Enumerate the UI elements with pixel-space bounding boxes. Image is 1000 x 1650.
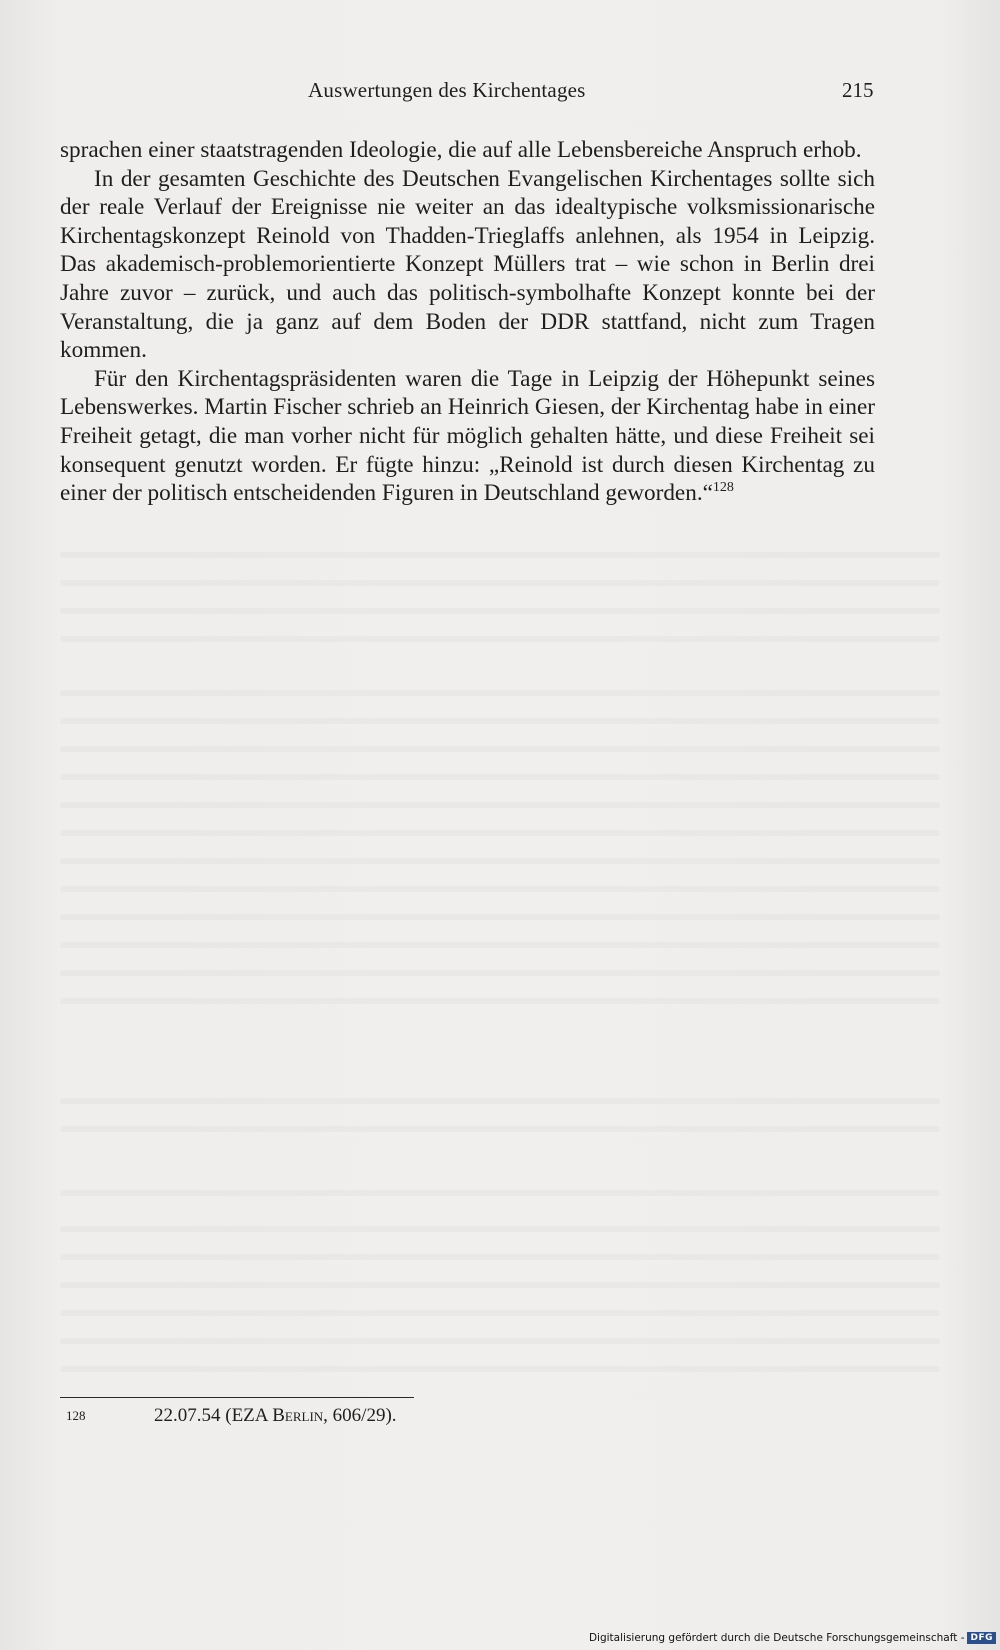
bleed-through-line [60, 1254, 940, 1260]
footnote-reference[interactable]: 128 [712, 480, 734, 496]
bleed-through-line [60, 914, 940, 920]
footnote-text-signature: , 606/29). [323, 1405, 397, 1426]
bleed-through-line [60, 1338, 940, 1344]
bleed-through-line [60, 942, 940, 948]
footnote-128 [60, 1405, 875, 1435]
funding-notice: Digitalisierung gefördert durch die Deutsche Forschungsgemeinschaft - [588, 1632, 965, 1644]
bleed-through-line [60, 1190, 940, 1196]
page-number: 215 [842, 78, 874, 102]
body-text [60, 136, 875, 508]
bleed-through-line [60, 830, 940, 836]
bleed-through-line [60, 746, 940, 752]
bleed-through-line [60, 608, 940, 614]
bleed-through-line [60, 718, 940, 724]
bleed-through-line [60, 690, 940, 696]
paragraph-kirchentag-history: In der gesamten Geschichte des Deutschen Evangelischen Kirchentages sollte sich der reale Verlauf der Ereignisse nie weiter an das idealtypische volksmissionarische Kirchentagskonzept Reinold von Thadden-Trieglaffs anlehnen, als 1954 in Leipzig. Das akademisch-problemorientierte Konzept Müllers trat – wie schon in Berlin drei Jahre zuvor – zurück, und auch das politisch-symbolhafte Konzept konnte bei der Veranstaltung, die ja ganz auf dem Boden der DDR stattfand, nicht zum Tragen kommen. [60, 165, 875, 364]
dfg-funding-banner [589, 1630, 996, 1646]
paragraph-president-leipzig-text: Für den Kirchentagspräsidenten waren die Tage in Leipzig der Höhepunkt seines Lebenswerkes. Martin Fischer schrieb an Heinrich Giesen, der Kirchentag habe in einer Freiheit getagt, die man vorher nicht für möglich gehalten hätte, und diese Freiheit sei konsequent genutzt worden. Er fügte hinzu: „Reinold ist durch diesen Kirchentag zu einer der politisch entscheidenden Figuren in Deutschland geworden.“ [60, 365, 875, 507]
dfg-logo: DFG [967, 1632, 996, 1644]
footnote-text-archive: Berlin [272, 1405, 324, 1426]
bleed-through-line [60, 858, 940, 864]
bleed-through-line [60, 886, 940, 892]
bleed-through-line [60, 998, 940, 1004]
paragraph-continuation: sprachen einer staatstragenden Ideologie, die auf alle Lebensbereiche Anspruch erhob. [60, 137, 862, 163]
footnote-rule [60, 1397, 414, 1398]
bleed-through-line [60, 1126, 940, 1132]
bleed-through-line [60, 802, 940, 808]
running-head [0, 78, 1000, 108]
running-title: Auswertungen des Kirchentages [308, 78, 586, 102]
paragraph-president-leipzig [60, 365, 875, 508]
bleed-through-line [60, 970, 940, 976]
bleed-through-line [60, 636, 940, 642]
bleed-through-line [60, 774, 940, 780]
bleed-through-line [60, 1366, 940, 1372]
footnote-text [154, 1405, 397, 1427]
bleed-through-line [60, 1282, 940, 1288]
bleed-through-line [60, 1226, 940, 1232]
bleed-through-line [60, 552, 940, 558]
footnote-text-date: 22.07.54 (EZA [154, 1405, 273, 1426]
bleed-through-line [60, 580, 940, 586]
footnote-number: 128 [66, 1408, 86, 1423]
bleed-through-line [60, 1098, 940, 1104]
bleed-through-line [60, 1310, 940, 1316]
